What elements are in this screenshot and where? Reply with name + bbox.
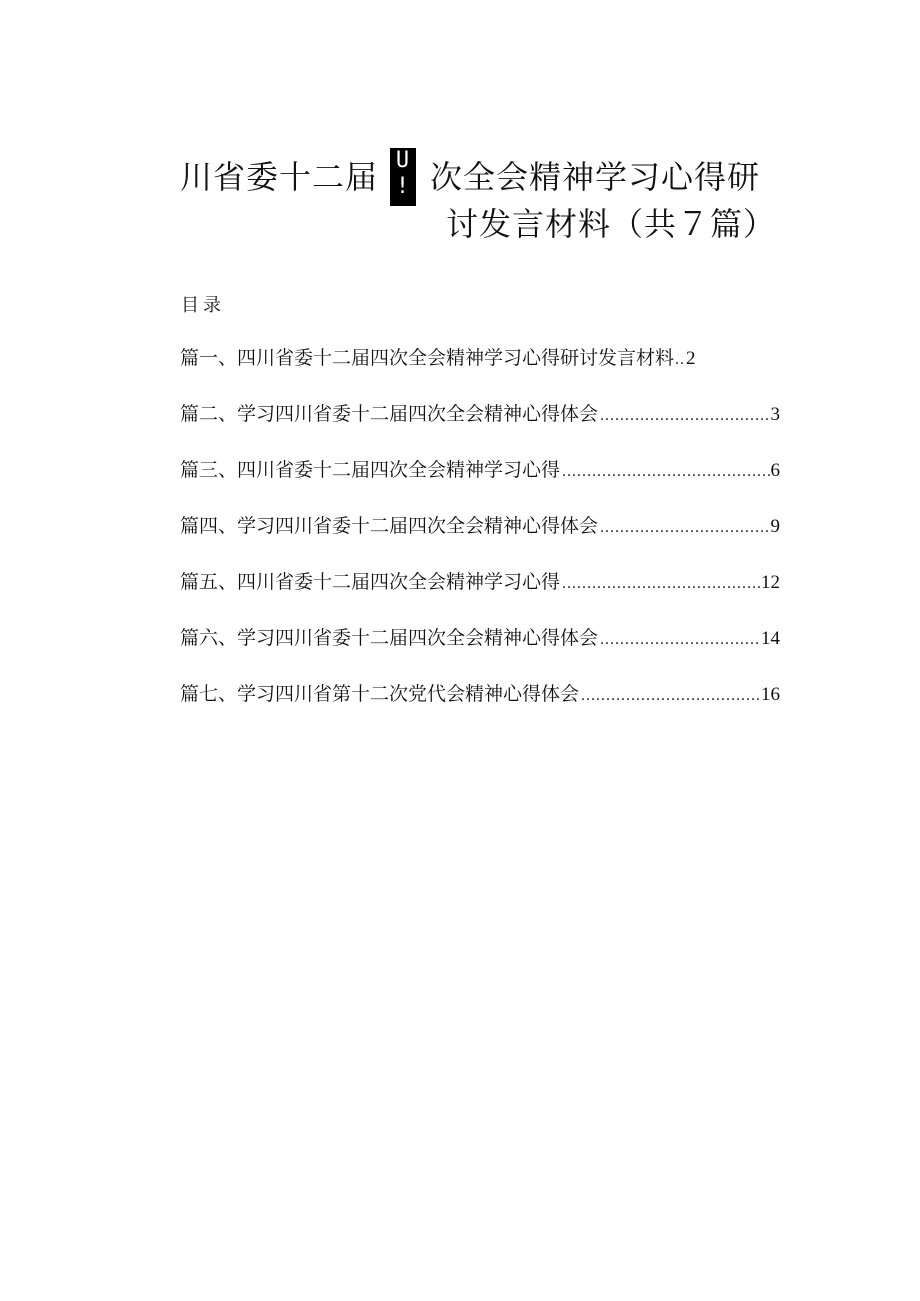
garbled-glyph-box xyxy=(390,148,416,206)
title-text-part-2: 次全会精神学习心得研 xyxy=(430,158,761,196)
document-title-line-1 xyxy=(180,148,780,206)
toc-page-number: 9 xyxy=(770,516,780,537)
toc-leader-dots xyxy=(598,626,761,654)
toc-page-number: 12 xyxy=(761,572,780,593)
toc-heading: 目录 xyxy=(181,295,225,316)
glyph-top: U xyxy=(395,148,411,173)
toc-page-number: 2 xyxy=(686,348,696,369)
toc-entry-title: 篇六、学习四川省委十二届四次全会精神心得体会 xyxy=(180,627,599,649)
toc-page-number: 6 xyxy=(770,460,780,481)
toc-entry-7[interactable] xyxy=(180,680,780,736)
toc-entry-title: 篇三、四川省委十二届四次全会精神学习心得 xyxy=(180,459,561,481)
toc-entry-title: 篇五、四川省委十二届四次全会精神学习心得 xyxy=(180,571,561,593)
toc-leader-dots xyxy=(674,346,686,374)
toc-leader-dots xyxy=(598,402,770,430)
toc-entry-1[interactable] xyxy=(180,344,725,400)
toc-leader-dots xyxy=(560,570,761,598)
toc-page-number: 3 xyxy=(770,404,780,425)
table-of-contents xyxy=(180,344,780,736)
document-title-line-2: 讨发言材料（共７篇） xyxy=(446,205,777,243)
toc-leader-dots xyxy=(579,682,761,710)
toc-entry-title: 篇二、学习四川省委十二届四次全会精神心得体会 xyxy=(180,403,599,425)
toc-leader-dots xyxy=(560,458,770,486)
toc-entry-5[interactable] xyxy=(180,568,780,624)
toc-entry-6[interactable] xyxy=(180,624,780,680)
toc-leader-dots xyxy=(598,514,770,542)
toc-entry-title: 篇一、四川省委十二届四次全会精神学习心得研讨发言材料 xyxy=(180,347,675,369)
toc-entry-4[interactable] xyxy=(180,512,780,568)
toc-entry-2[interactable] xyxy=(180,400,780,456)
toc-page-number: 16 xyxy=(761,684,780,705)
toc-entry-3[interactable] xyxy=(180,456,780,512)
toc-page-number: 14 xyxy=(761,628,780,649)
glyph-bottom: ! xyxy=(395,174,411,199)
toc-entry-title: 篇七、学习四川省第十二次党代会精神心得体会 xyxy=(180,683,580,705)
toc-entry-title: 篇四、学习四川省委十二届四次全会精神心得体会 xyxy=(180,515,599,537)
title-text-part-1: 川省委十二届 xyxy=(180,158,379,196)
